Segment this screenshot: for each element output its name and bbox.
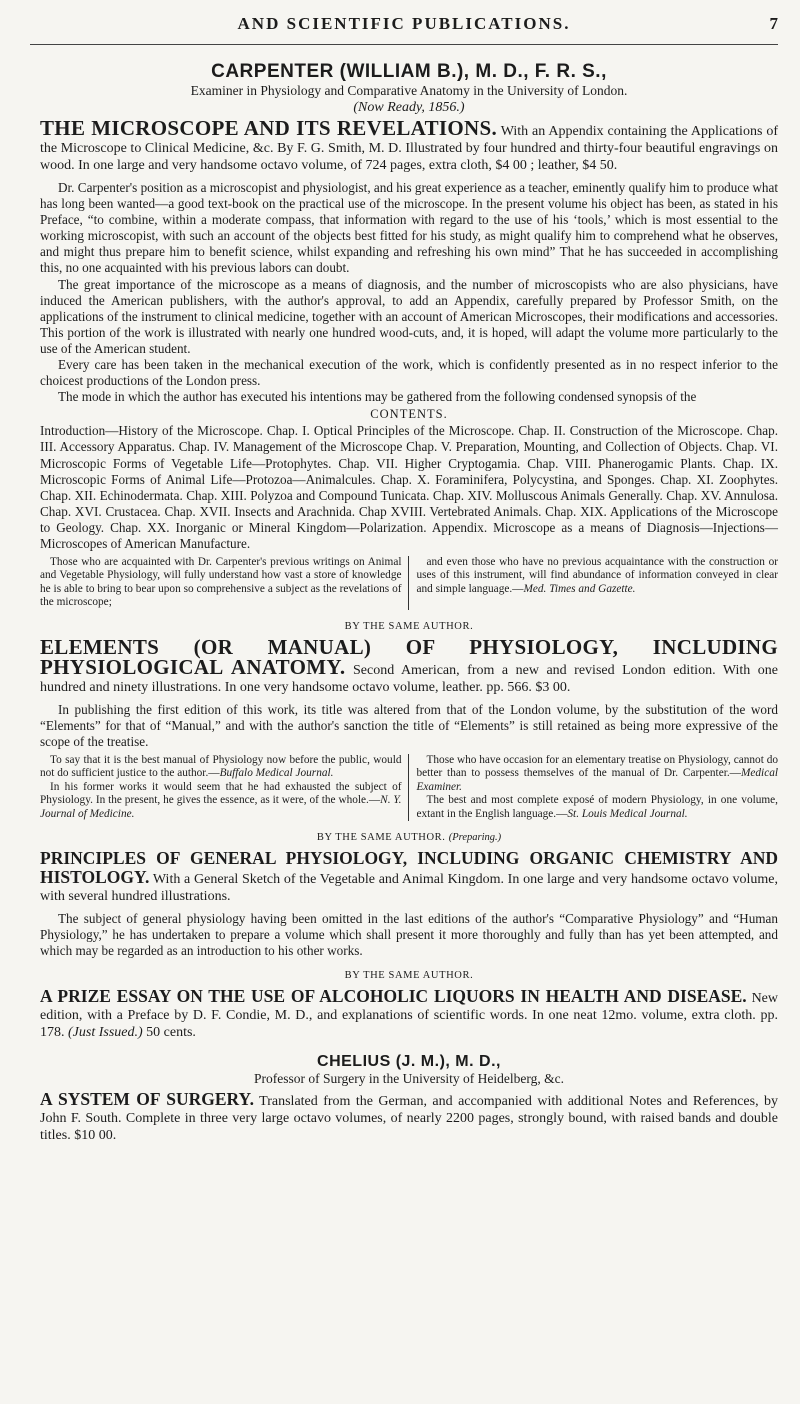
publication-status: (Now Ready, 1856.) bbox=[353, 100, 465, 115]
review-text: The best and most complete exposé of modern Physiology, in one volume, extant in the English language.— bbox=[416, 794, 778, 820]
book-entry-elements bbox=[40, 634, 778, 696]
running-title: AND SCIENTIFIC PUBLICATIONS. bbox=[237, 14, 571, 33]
by-line bbox=[40, 831, 778, 844]
description-paragraph: The subject of general physiology having been omitted in the last editions of the author's “Comparative Physiology” and “Human Physiology,” he has undertaken to prepare a volume which shall present it more thoroughly and fully than has yet been attempted, and which may be regarded as an introduction to his other works. bbox=[40, 911, 778, 959]
page-number: 7 bbox=[769, 14, 778, 33]
review-text: Those who have occasion for an elementary treatise on Physiology, cannot do better than to possess themselves of the manual of Dr. Carpenter.— bbox=[416, 753, 778, 780]
press-reviews bbox=[40, 556, 778, 610]
description-paragraph: In publishing the first edition of this work, its title was altered from that of the London volume, by the substitution of the word “Elements” for that of “Manual,” and with the author's sanction the title of “Elements” is still retained as being more expressive of the scope of the treatise. bbox=[40, 701, 778, 749]
author-position: Examiner in Physiology and Comparative Anatomy in the University of London. bbox=[190, 83, 628, 98]
book-entry-principles bbox=[40, 850, 778, 905]
book-entry-surgery bbox=[40, 1091, 778, 1144]
review-quote bbox=[40, 781, 402, 821]
review-quote bbox=[417, 794, 779, 821]
book-entry-prize-essay bbox=[40, 988, 778, 1041]
review-text: To say that it is the best manual of Physiology now before the public, would not do sufficient justice to the author.— bbox=[40, 753, 402, 780]
book-title: A SYSTEM OF SURGERY. bbox=[40, 1089, 254, 1110]
review-column-left bbox=[40, 754, 409, 821]
review-quote bbox=[417, 556, 779, 596]
review-source: Buffalo Medical Journal. bbox=[219, 767, 334, 780]
review-column-right bbox=[417, 754, 779, 821]
book-title: A PRIZE ESSAY ON THE USE OF ALCOHOLIC LIQUORS IN HEALTH AND DISEASE. bbox=[40, 986, 747, 1007]
book-subtitle: New edition, with a Preface by D. F. Condie, M. D., and explanations of scientific words. In one neat 12mo. volume, extra cloth. pp. 178. bbox=[40, 991, 778, 1041]
book-title: PRINCIPLES OF GENERAL PHYSIOLOGY, INCLUDING ORGANIC CHEMISTRY AND HISTOLOGY. bbox=[40, 848, 778, 887]
review-source: St. Louis Medical Journal. bbox=[567, 807, 688, 820]
review-source: N. Y. Journal of Medicine. bbox=[40, 794, 402, 820]
review-quote bbox=[40, 754, 402, 781]
author-heading-carpenter: CARPENTER (WILLIAM B.), M. D., F. R. S., bbox=[211, 61, 607, 82]
book-subtitle: Second American, from a new and revised London edition. With one hundred and ninety illustrations. In one very handsome octavo volume, leather. pp. 566. $3 00. bbox=[40, 662, 778, 695]
book-subtitle: Translated from the German, and accompanied with additional Notes and References, by John F. South. Complete in three very large octavo volumes, of nearly 2200 pages, strongly bound, with raised bands and double titles. $10 00. bbox=[40, 1094, 779, 1144]
review-text: Those who are acquainted with Dr. Carpenter's previous writings on Animal and Vegetable Physiology, will fully understand how vast a store of knowledge he is able to bring to bear upon so comprehensive a subject as the revelations of the microscope; bbox=[40, 556, 402, 609]
running-header bbox=[30, 0, 778, 45]
review-quote bbox=[417, 754, 779, 794]
description-paragraph: The great importance of the microscope as a means of diagnosis, and the number of microscopists who are also physicians, have induced the American publishers, with the author's approval, to add an Appendix, carefully prepared by Professor Smith, on the applications of the instrument to clinical medicine, together with an account of American Microscopes, their modifications and accessories. This portion of the work is illustrated with nearly one hundred wood-cuts, and, it is hoped, will adapt the volume more particularly to the use of the American student. bbox=[40, 276, 778, 356]
book-price: 50 cents. bbox=[146, 1025, 196, 1041]
review-column-left bbox=[40, 556, 409, 610]
by-line-status: (Preparing.) bbox=[448, 832, 502, 843]
description-paragraph: Every care has been taken in the mechanical execution of the work, which is confidently presented as in no respect inferior to the choicest productions of the London press. bbox=[40, 357, 778, 389]
review-source: Medical Examiner. bbox=[416, 767, 778, 793]
by-line-text: BY THE SAME AUTHOR. bbox=[316, 832, 446, 843]
book-status: (Just Issued.) bbox=[68, 1025, 143, 1041]
review-source: Med. Times and Gazette. bbox=[523, 582, 636, 595]
book-entry-microscope bbox=[40, 116, 778, 174]
book-title: THE MICROSCOPE AND ITS REVELATIONS. bbox=[40, 116, 497, 140]
by-line: BY THE SAME AUTHOR. bbox=[344, 620, 474, 632]
description-paragraph: Dr. Carpenter's position as a microscopist and physiologist, and his great experience as a teacher, eminently qualify him to produce what has long been wanted—a good text-book on the practical use of the microscope. In the present volume his object has been, as stated in his Preface, “to combine, within a moderate compass, that information with regard to the use of his ‘tools,’ which is most essential to the working microscopist, with such an account of the objects best fitted for his study, as might qualify him to comprehend what he observes, and might thus prepare him to benefit science, whilst expanding and refreshing his own mind” That he has succeeded in accomplishing this, no one acquainted with his previous labors can doubt. bbox=[40, 180, 778, 276]
press-reviews bbox=[40, 754, 778, 821]
review-column-right bbox=[417, 556, 779, 610]
book-title: ELEMENTS (OR MANUAL) OF PHYSIOLOGY, INCLUDING PHYSIOLOGICAL ANATOMY. bbox=[40, 634, 778, 679]
contents-list: Introduction—History of the Microscope. Chap. I. Optical Principles of the Microscope. Chap. II. Construction of the Microscope. Chap. III. Accessory Apparatus. Chap. IV. Management of the Microscope Chap. V. Preparation, Mounting, and Collection of Objects. Chap. VI. Microscopic Forms of Vegetable Life—Protophytes. Chap. VII. Higher Cryptogamia. Chap. VIII. Phanerogamic Plants. Chap. IX. Microscopic Forms of Animal Life—Protozoa—Animalcules. Chap. X. Foraminifera, Polycystina, and Sponges. Chap. XI. Zoophytes. Chap. XII. Echinodermata. Chap. XIII. Polyzoa and Compound Tunicata. Chap. XIV. Molluscous Animals Generally. Chap. XV. Annulosa. Chap. XVI. Crustacea. Chap. XVII. Insects and Arachnida. Chap XVIII. Vertebrated Animals. Chap. XIX. Applications of the Microscope to Geology. Chap. XX. Inorganic or Mineral Kingdom—Polarization. Appendix. Microscope as a means of Diagnosis—Injections—Microscopes of American Manufacture. bbox=[40, 423, 778, 551]
contents-heading: CONTENTS. bbox=[370, 407, 448, 422]
author-position: Professor of Surgery in the University of Heidelberg, &c. bbox=[254, 1071, 564, 1087]
author-heading-chelius: CHELIUS (J. M.), M. D., bbox=[317, 1053, 501, 1071]
book-subtitle: With a General Sketch of the Vegetable and Animal Kingdom. In one large and very handsome octavo volume, with several hundred illustrations. bbox=[40, 872, 778, 904]
review-text: and even those who have no previous acquaintance with the construction or uses of this instrument, will find abundance of information conveyed in clear and simple language.— bbox=[416, 556, 778, 595]
review-text: In his former works it would seem that he had exhausted the subject of Physiology. In the present, he gives the essence, as it were, of the whole.— bbox=[40, 780, 402, 807]
description-paragraph: The mode in which the author has executed his intentions may be gathered from the following condensed synopsis of the bbox=[58, 389, 697, 405]
book-subtitle: With an Appendix containing the Applications of the Microscope to Clinical Medicine, &c. By F. G. Smith, M. D. Illustrated by four hundred and thirty-four beautiful engravings on wood. In one large and very handsome octavo volume, of 724 pages, extra cloth, $4 00 ; leather, $4 50. bbox=[40, 124, 778, 173]
by-line: BY THE SAME AUTHOR. bbox=[344, 970, 474, 982]
